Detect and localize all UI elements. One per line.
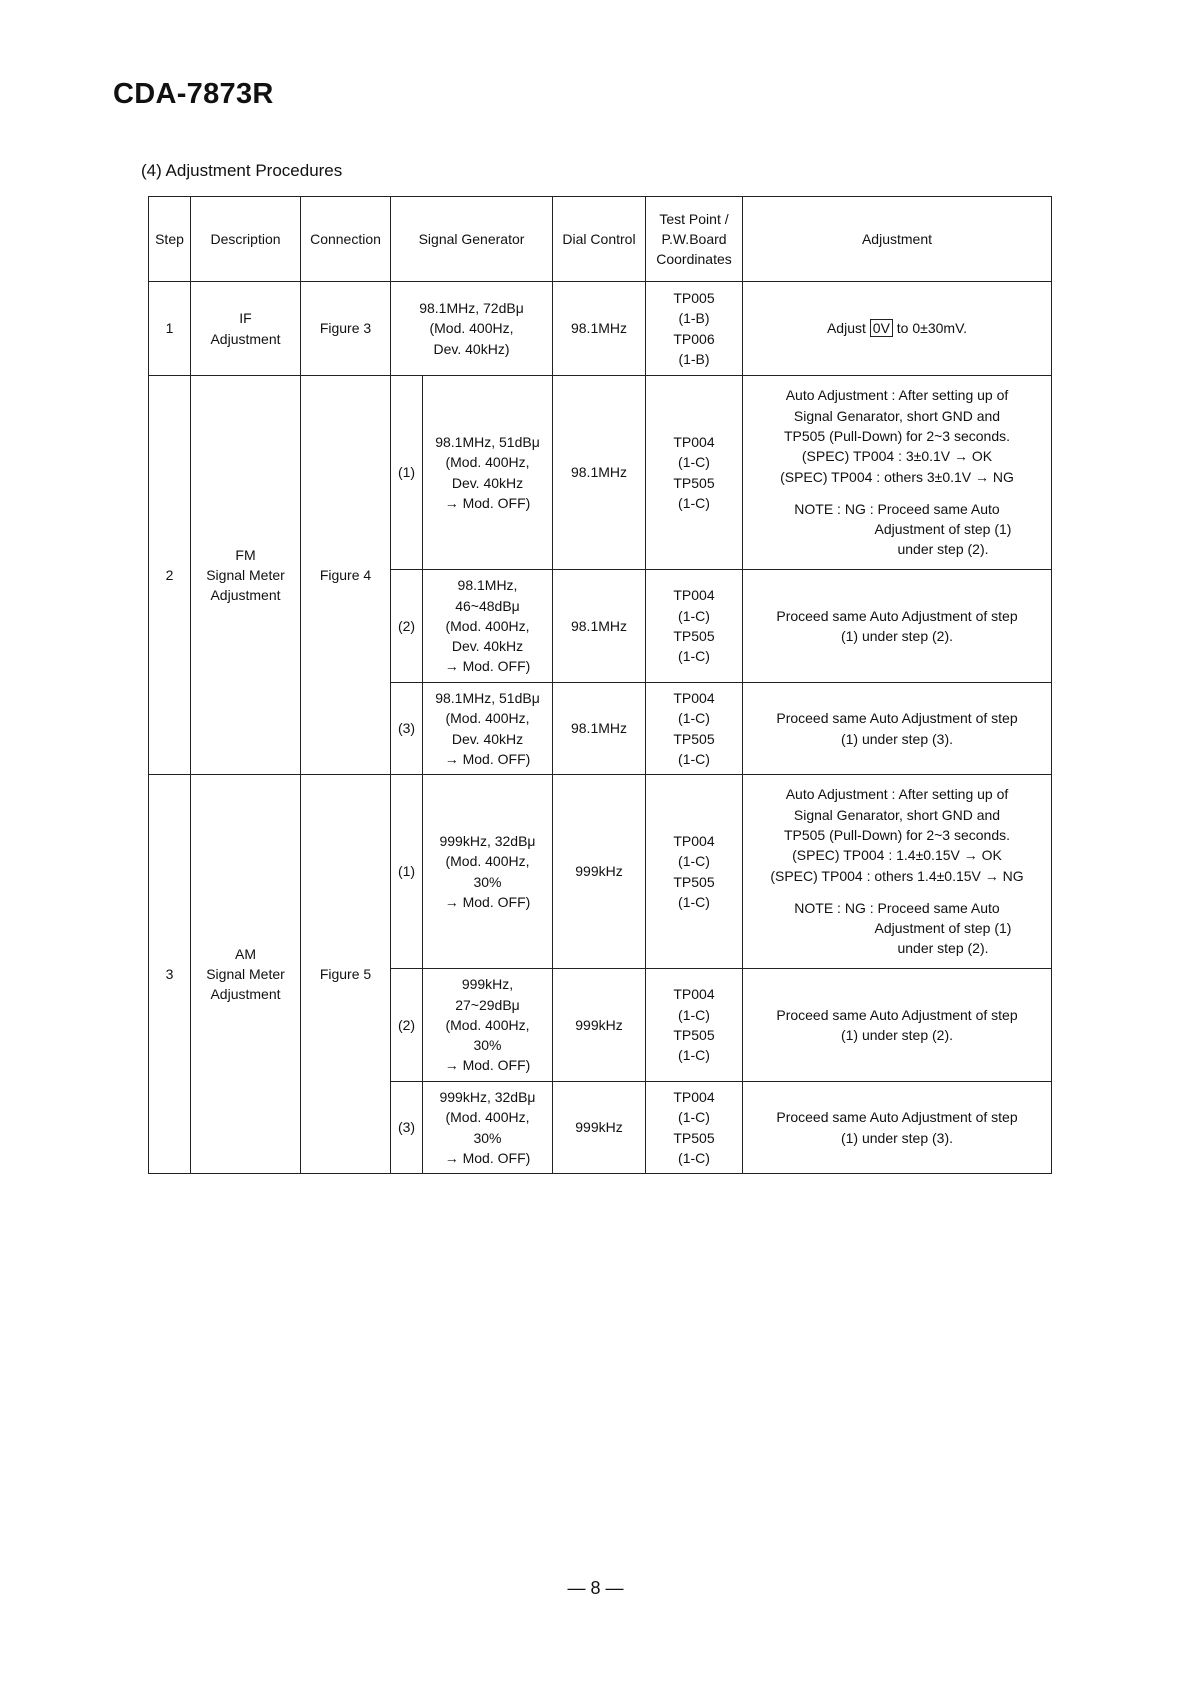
note-line: NOTE : NG : Proceed same Auto <box>794 899 1000 916</box>
adjustment-line: Proceed same Auto Adjustment of step <box>776 1006 1018 1023</box>
adjustment-cell <box>743 570 1052 683</box>
test-point-cell <box>646 282 743 376</box>
test-point-cell <box>646 969 743 1082</box>
test-point-cell <box>646 376 743 570</box>
signal-line: 30% <box>473 1129 502 1146</box>
note-line: NOTE : NG : Proceed same Auto <box>794 500 1000 517</box>
sub-step-label: (1) <box>391 376 423 570</box>
signal-line: 98.1MHz, <box>457 577 518 594</box>
adjustment-line: TP505 (Pull-Down) for 2~3 seconds. <box>783 826 1011 843</box>
signal-line: 999kHz, 32dBμ <box>439 1088 536 1105</box>
signal-line: 98.1MHz, 72dBμ <box>419 300 524 317</box>
sub-step-label: (1) <box>391 775 423 969</box>
dial-control-cell: 98.1MHz <box>553 570 646 683</box>
description-line: Adjustment <box>210 330 281 347</box>
tp-line: (1-B) <box>678 310 710 327</box>
adjustment-line: (1) under step (3). <box>840 1129 954 1146</box>
sub-step-label: (2) <box>391 969 423 1082</box>
adjustment-line: (1) under step (2). <box>840 628 954 644</box>
signal-generator-cell <box>423 570 553 683</box>
note-line: under step (2). <box>897 541 989 558</box>
section-title: (4) Adjustment Procedures <box>141 161 343 180</box>
description-cell <box>191 282 301 376</box>
adjustment-line: (SPEC) TP004 : others 3±0.1V → NG <box>780 468 1014 485</box>
signal-line: → Mod. OFF) <box>444 893 531 910</box>
test-point-cell <box>646 683 743 775</box>
adjustment-line: Proceed same Auto Adjustment of step <box>776 710 1018 727</box>
signal-line: Dev. 40kHz <box>451 730 524 747</box>
dial-control-cell: 98.1MHz <box>553 282 646 376</box>
signal-line: (Mod. 400Hz, <box>445 853 530 870</box>
signal-line: (Mod. 400Hz, <box>445 1109 530 1126</box>
tp-line: (1-C) <box>678 454 710 471</box>
signal-generator-cell <box>423 775 553 969</box>
adjustment-line: (SPEC) TP004 : 3±0.1V → OK <box>801 448 993 465</box>
tp-line: TP004 <box>673 689 715 706</box>
tp-line: TP505 <box>673 1027 715 1043</box>
col-adjustment: Adjustment <box>743 197 1052 282</box>
signal-generator-cell <box>423 683 553 775</box>
tp-line: TP505 <box>673 628 715 644</box>
tp-line: (1-C) <box>678 750 710 767</box>
dial-control-cell: 999kHz <box>553 1082 646 1174</box>
sub-step-label: (3) <box>391 683 423 775</box>
signal-line: 30% <box>473 1037 502 1054</box>
connection-cell: Figure 5 <box>301 775 391 1174</box>
step-number: 2 <box>149 376 191 775</box>
signal-generator-cell <box>423 1082 553 1174</box>
note-line: Adjustment of step (1) <box>874 521 1012 538</box>
col-step: Step <box>149 197 191 282</box>
tp-line: TP004 <box>673 1088 715 1105</box>
description-line: Adjustment <box>210 986 281 1003</box>
adjustment-line: Proceed same Auto Adjustment of step <box>776 607 1018 624</box>
table-row <box>149 376 1052 570</box>
signal-line: (Mod. 400Hz, <box>445 454 530 471</box>
signal-generator-cell <box>423 969 553 1082</box>
page-number: — 8 — <box>567 1578 624 1598</box>
tp-line: (1-C) <box>678 893 710 910</box>
adjustment-line: Auto Adjustment : After setting up of <box>785 786 1009 803</box>
signal-line: (Mod. 400Hz, <box>445 710 530 727</box>
tp-line: (1-C) <box>678 853 710 870</box>
adjustment-procedures-table <box>148 196 1052 1174</box>
signal-line: → Mod. OFF) <box>444 1149 531 1166</box>
tp-line: (1-C) <box>678 607 710 624</box>
step-number: 1 <box>149 282 191 376</box>
description-line: Signal Meter <box>206 566 285 583</box>
adjustment-cell <box>743 376 1052 570</box>
step-number: 3 <box>149 775 191 1174</box>
col-test-point-line: Coordinates <box>656 251 732 268</box>
description-line: Adjustment <box>210 587 281 604</box>
tp-line: (1-C) <box>678 1006 710 1023</box>
tp-line: TP006 <box>673 330 715 347</box>
test-point-cell <box>646 775 743 969</box>
sub-step-label: (2) <box>391 570 423 683</box>
dial-control-cell: 999kHz <box>553 969 646 1082</box>
tp-line: TP505 <box>673 873 715 890</box>
signal-line: → Mod. OFF) <box>444 750 531 767</box>
note-line: under step (2). <box>897 940 989 957</box>
signal-line: (Mod. 400Hz, <box>445 617 530 634</box>
tp-line: (1-C) <box>678 648 710 665</box>
description-cell <box>191 376 301 775</box>
signal-line: 27~29dBμ <box>455 996 520 1013</box>
signal-line: 46~48dBμ <box>455 597 520 614</box>
description-line: Signal Meter <box>206 965 285 982</box>
tp-line: (1-B) <box>678 350 710 367</box>
tp-line: TP505 <box>673 474 715 491</box>
description-line: FM <box>235 546 256 563</box>
signal-line: 999kHz, 32dBμ <box>439 832 536 849</box>
tp-line: (1-C) <box>678 710 710 727</box>
adjustment-line: Signal Genarator, short GND and <box>793 806 1001 823</box>
col-test-point <box>646 197 743 282</box>
tp-line: TP004 <box>673 832 715 849</box>
model-title: CDA-7873R <box>113 78 274 110</box>
adjustment-line: Proceed same Auto Adjustment of step <box>776 1109 1018 1126</box>
connection-cell: Figure 4 <box>301 376 391 775</box>
signal-line: → Mod. OFF) <box>444 1057 531 1074</box>
col-connection: Connection <box>301 197 391 282</box>
tp-line: (1-C) <box>678 494 710 511</box>
description-line: AM <box>235 945 256 962</box>
signal-line: 98.1MHz, 51dBμ <box>435 433 540 450</box>
col-dial-control: Dial Control <box>553 197 646 282</box>
adjustment-line: Auto Adjustment : After setting up of <box>785 387 1009 404</box>
signal-line: → Mod. OFF) <box>444 494 531 511</box>
adjust-prefix: Adjust <box>826 320 866 337</box>
dial-control-cell: 999kHz <box>553 775 646 969</box>
signal-line: → Mod. OFF) <box>444 658 531 675</box>
test-point-cell <box>646 570 743 683</box>
tp-line: TP505 <box>673 730 715 747</box>
signal-line: 98.1MHz, 51dBμ <box>435 689 540 706</box>
adjustment-cell <box>743 969 1052 1082</box>
signal-line: (Mod. 400Hz, <box>429 320 514 337</box>
adjustment-cell <box>743 775 1052 969</box>
adjustment-line: (SPEC) TP004 : 1.4±0.15V → OK <box>792 847 1002 864</box>
col-signal-generator: Signal Generator <box>391 197 553 282</box>
adjustment-cell <box>743 1082 1052 1174</box>
signal-line: Dev. 40kHz <box>451 474 524 491</box>
boxed-value: 0V <box>870 319 893 337</box>
tp-line: TP005 <box>673 289 715 306</box>
connection-cell: Figure 3 <box>301 282 391 376</box>
col-test-point-line: Test Point / <box>659 210 729 227</box>
table-row <box>149 282 1052 376</box>
tp-line: TP505 <box>673 1129 715 1146</box>
signal-generator-cell <box>423 376 553 570</box>
adjustment-cell <box>743 683 1052 775</box>
signal-line: (Mod. 400Hz, <box>445 1016 530 1033</box>
signal-generator-cell <box>391 282 553 376</box>
note-line: Adjustment of step (1) <box>874 920 1012 937</box>
signal-line: Dev. 40kHz <box>451 638 524 655</box>
dial-control-cell: 98.1MHz <box>553 376 646 570</box>
signal-line: Dev. 40kHz) <box>433 340 510 357</box>
sub-step-label: (3) <box>391 1082 423 1174</box>
description-cell <box>191 775 301 1174</box>
adjust-suffix: to 0±30mV. <box>896 320 968 337</box>
description-line: IF <box>239 310 252 327</box>
adjustment-line: (1) under step (3). <box>840 730 954 747</box>
adjustment-cell <box>743 282 1052 376</box>
adjustment-line: (1) under step (2). <box>840 1027 954 1043</box>
table-header-row <box>149 197 1052 282</box>
signal-line: 30% <box>473 873 502 890</box>
adjustment-line: TP505 (Pull-Down) for 2~3 seconds. <box>783 427 1011 444</box>
test-point-cell <box>646 1082 743 1174</box>
tp-line: (1-C) <box>678 1149 710 1166</box>
tp-line: TP004 <box>673 587 715 604</box>
tp-line: (1-C) <box>678 1109 710 1126</box>
col-description: Description <box>191 197 301 282</box>
adjustment-line: Signal Genarator, short GND and <box>793 407 1001 424</box>
adjustment-line: (SPEC) TP004 : others 1.4±0.15V → NG <box>770 867 1024 884</box>
tp-line: TP004 <box>673 433 715 450</box>
col-test-point-line: P.W.Board <box>661 230 727 247</box>
dial-control-cell: 98.1MHz <box>553 683 646 775</box>
tp-line: (1-C) <box>678 1047 710 1064</box>
table-row <box>149 775 1052 969</box>
signal-line: 999kHz, <box>461 976 514 993</box>
tp-line: TP004 <box>673 986 715 1003</box>
